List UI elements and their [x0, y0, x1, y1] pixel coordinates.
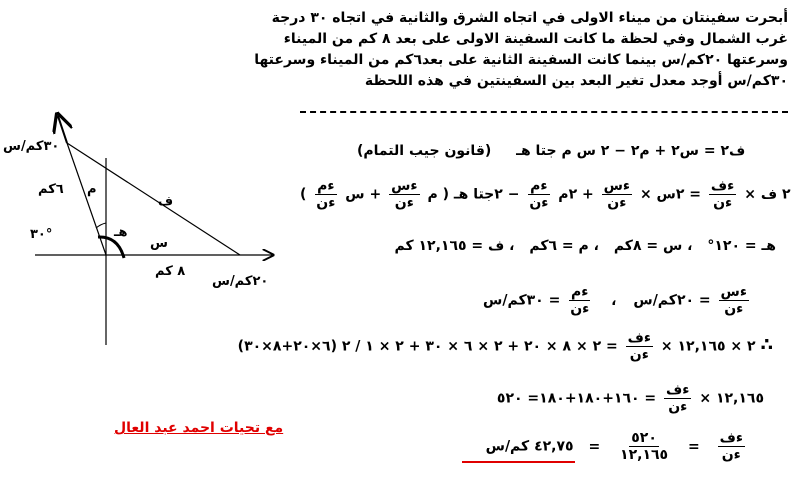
separator-dashes — [300, 111, 788, 113]
given-h: هـ = ١٢٠° — [707, 238, 776, 254]
eq2-lhs: ٢ ف × — [744, 186, 791, 203]
frac-ds-dn-rate: $\frac{\text{ءس}}{\text{ءن}}$ — [720, 284, 747, 317]
eq2-end: ) — [300, 186, 307, 203]
problem-line-2: غرب الشمال وفي لحظة ما كانت السفينة الاولى على بعد ٨ كم من الميناء — [283, 31, 788, 47]
problem-statement — [254, 8, 788, 92]
eq2-plus: + س — [345, 186, 382, 203]
substitution-line — [218, 330, 773, 363]
given-m: ، م = ٦كم — [529, 238, 599, 254]
problem-line-1: أبحرت سفينتان من ميناء الاولى في اتجاه الشرق والثانية في اتجاه ٣٠ درجة — [271, 10, 788, 26]
m-direction-arrow — [58, 116, 67, 143]
frac-dm-dn-rate: $\frac{\text{ءم}}{\text{ءن}}$ — [570, 284, 590, 317]
eq6-a: ١٢,١٦٥ × — [699, 390, 764, 407]
eq5-a: ٢ × ١٢,١٦٥ × — [660, 338, 756, 355]
given-f: ، ف = ١٢,١٦٥ كم — [394, 238, 515, 254]
frac-520-over-f: $\frac{٥٢٠}{١٢,١٦٥}$ — [620, 430, 669, 463]
label-dist-m: ٦كم — [38, 182, 64, 197]
frac-ds-dn-2: $\frac{\text{ءس}}{\text{ءن}}$ — [391, 178, 418, 211]
derivative-line — [300, 178, 791, 211]
law-line — [357, 143, 745, 159]
label-dist-s: ٨ كم — [155, 264, 186, 279]
law-name: (قانون جيب التمام) — [357, 143, 492, 159]
label-var-m: م — [87, 182, 97, 197]
therefore-symbol: ∴ — [760, 334, 773, 356]
eq2-rest: = ٢س × — [639, 186, 702, 203]
frac-dm-dn: $\frac{\text{ءم}}{\text{ءن}}$ — [529, 178, 549, 211]
label-angle-30: ٣٠° — [30, 227, 53, 242]
eq5-half: ١ / ٢ — [341, 338, 374, 355]
frac-df-dn: $\frac{\text{ءف}}{\text{ءن}}$ — [710, 178, 735, 211]
label-angle-h: هـ — [114, 225, 128, 240]
answer-line: $\frac{\text{ءف}}{\text{ءن}}$ = $\frac{٥٢٠}{١٢,١٦٥}$ = ٤٢,٧٥ كم/س — [485, 430, 743, 463]
given-s: ، س = ٨كم — [613, 238, 693, 254]
frac-df-dn-7: $\frac{\text{ءف}}{\text{ءن}}$ — [719, 430, 743, 463]
label-var-s: س — [150, 236, 168, 251]
eq5-c: (٦×٢٠+٨×٣٠) — [237, 338, 337, 355]
problem-line-3: وسرعتها ٢٠كم/س بينما كانت السفينة الثانية على بعد٦كم من الميناء وسرعتها — [254, 52, 788, 68]
answer-underline — [462, 461, 575, 463]
frac-df-dn-5: $\frac{\text{ءف}}{\text{ءن}}$ — [627, 330, 652, 363]
simplified-line — [497, 382, 764, 415]
final-answer: ٤٢,٧٥ كم/س — [485, 438, 574, 455]
label-speed-m: ٣٠كم/س — [3, 139, 60, 154]
eq2-tail: − ٢جتا هـ ( م — [427, 186, 520, 203]
frac-dm-dn-2: $\frac{\text{ءم}}{\text{ءن}}$ — [316, 178, 336, 211]
label-var-f: ف — [158, 194, 174, 209]
rate-s: = ٢٠كم/س — [633, 292, 711, 309]
eq5-b: = ٢ × ٨ × ٢٠ + ٢ × ٦ × ٣٠ + ٢ × — [378, 338, 618, 355]
frac-ds-dn: $\frac{\text{ءس}}{\text{ءن}}$ — [603, 178, 631, 211]
law-equation: ف٢ = س٢ + م٢ − ٢ س م جتا هـ — [516, 143, 746, 159]
label-speed-s: ٢٠كم/س — [212, 274, 269, 289]
frac-df-dn-6: $\frac{\text{ءف}}{\text{ءن}}$ — [666, 382, 690, 415]
eq6-b: = ١٦٠+١٨٠+١٨٠= ٥٢٠ — [496, 390, 657, 407]
author-credit: مع تحيات احمد عبد العال — [114, 420, 284, 436]
rate-m: = ٣٠كم/س — [483, 292, 561, 309]
eq2-mid: + ٢م — [558, 186, 594, 203]
rate-sep: ، — [611, 292, 617, 309]
ships-diagram — [0, 100, 300, 360]
angle-30-arc — [96, 223, 106, 228]
rates-line — [483, 284, 752, 317]
problem-line-4: ٣٠كم/س أوجد معدل تغير البعد بين السفينتين في هذه اللحظة — [364, 73, 788, 89]
given-values-line — [394, 238, 776, 254]
